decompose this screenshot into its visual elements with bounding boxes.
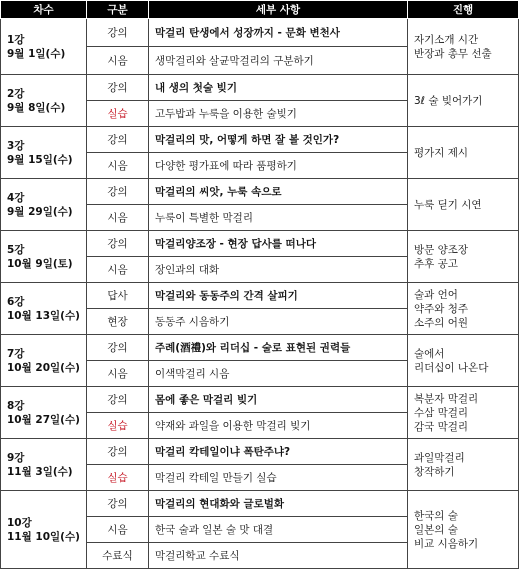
kind-cell: 실습 [87, 465, 149, 491]
table-row [1, 179, 519, 205]
kind-cell: 실습 [87, 101, 149, 127]
progress-line: 창작하기 [414, 465, 455, 478]
progress-line: 복분자 막걸리 [414, 392, 479, 405]
progress-line: 3ℓ 술 빚어가기 [414, 94, 483, 107]
round-cell [1, 335, 87, 387]
progress-cell [408, 335, 519, 387]
round-date: 10월 9일(토) [7, 257, 73, 270]
round-date: 9월 29일(수) [7, 205, 73, 218]
kind-cell: 현장 [87, 309, 149, 335]
progress-cell [408, 75, 519, 127]
progress-cell [408, 491, 519, 569]
round-date: 10월 27일(수) [7, 413, 80, 426]
kind-cell: 수료식 [87, 543, 149, 569]
progress-line: 수삼 막걸리 [414, 406, 469, 419]
kind-cell: 시음 [87, 47, 149, 75]
kind-cell: 시음 [87, 205, 149, 231]
table-row [1, 387, 519, 413]
round-date: 9월 8일(수) [7, 101, 66, 114]
progress-cell [408, 231, 519, 283]
round-date: 9월 15일(수) [7, 153, 73, 166]
kind-cell: 강의 [87, 387, 149, 413]
round-number: 2강 [7, 87, 25, 100]
kind-cell: 강의 [87, 127, 149, 153]
topic-cell: 한국 술과 일본 술 맛 대결 [149, 517, 408, 543]
topic-cell: 막걸리 칵테일이냐 폭탄주냐? [149, 439, 408, 465]
progress-cell [408, 179, 519, 231]
topic-cell: 고두밥과 누룩을 이용한 술빚기 [149, 101, 408, 127]
header-round: 차수 [1, 1, 87, 19]
round-number: 1강 [7, 33, 25, 46]
topic-cell: 다양한 평가표에 따라 품평하기 [149, 153, 408, 179]
topic-cell: 생막걸리와 살균막걸리의 구분하기 [149, 47, 408, 75]
topic-cell: 막걸리의 맛, 어떻게 하면 잘 볼 것인가? [149, 127, 408, 153]
progress-line: 평가지 제시 [414, 146, 469, 159]
kind-cell: 강의 [87, 491, 149, 517]
schedule-body [1, 19, 519, 569]
table-row [1, 439, 519, 465]
progress-line: 추후 공고 [414, 257, 458, 270]
progress-line: 감국 막걸리 [414, 420, 469, 433]
table-row [1, 19, 519, 47]
header-kind: 구분 [87, 1, 149, 19]
progress-cell [408, 283, 519, 335]
table-row [1, 491, 519, 517]
progress-cell [408, 387, 519, 439]
progress-line: 누룩 딛기 시연 [414, 198, 482, 211]
progress-cell [408, 127, 519, 179]
progress-line: 술과 언어 [414, 288, 458, 301]
round-number: 7강 [7, 347, 25, 360]
kind-cell: 강의 [87, 179, 149, 205]
kind-cell: 시음 [87, 517, 149, 543]
round-date: 9월 1일(수) [7, 47, 66, 60]
round-date: 10월 20일(수) [7, 361, 80, 374]
round-date: 11월 3일(수) [7, 465, 73, 478]
table-row [1, 75, 519, 101]
topic-cell: 막걸리 탄생에서 성장까지 - 문화 변천사 [149, 19, 408, 47]
kind-cell: 실습 [87, 413, 149, 439]
topic-cell: 내 생의 첫술 빚기 [149, 75, 408, 101]
round-date: 10월 13일(수) [7, 309, 80, 322]
progress-line: 과일막걸리 [414, 451, 465, 464]
progress-cell [408, 19, 519, 75]
kind-cell: 강의 [87, 75, 149, 101]
table-row [1, 127, 519, 153]
kind-cell: 강의 [87, 19, 149, 47]
topic-cell: 몸에 좋은 막걸리 빚기 [149, 387, 408, 413]
kind-cell: 강의 [87, 439, 149, 465]
table-row [1, 335, 519, 361]
round-cell [1, 491, 87, 569]
progress-line: 일본의 술 [414, 523, 458, 536]
kind-cell: 시음 [87, 153, 149, 179]
progress-line: 약주와 청주 [414, 302, 469, 315]
round-number: 5강 [7, 243, 25, 256]
progress-line: 비교 시음하기 [414, 537, 479, 550]
progress-line: 반장과 총무 선출 [414, 47, 492, 60]
round-cell [1, 127, 87, 179]
header-progress: 진행 [408, 1, 519, 19]
header-detail: 세부 사항 [149, 1, 408, 19]
round-number: 3강 [7, 139, 25, 152]
progress-line: 소주의 어원 [414, 316, 469, 329]
topic-cell: 막걸리와 동동주의 간격 살피기 [149, 283, 408, 309]
progress-line: 리더십이 나온다 [414, 361, 489, 374]
header-row [1, 1, 519, 19]
round-cell [1, 283, 87, 335]
topic-cell: 동동주 시음하기 [149, 309, 408, 335]
topic-cell: 막걸리양조장 - 현장 답사를 떠나다 [149, 231, 408, 257]
round-cell [1, 19, 87, 75]
kind-cell: 시음 [87, 257, 149, 283]
topic-cell: 장인과의 대화 [149, 257, 408, 283]
progress-line: 술에서 [414, 347, 445, 360]
topic-cell: 막걸리의 현대화와 글로벌화 [149, 491, 408, 517]
round-number: 6강 [7, 295, 25, 308]
kind-cell: 강의 [87, 335, 149, 361]
kind-cell: 답사 [87, 283, 149, 309]
round-cell [1, 387, 87, 439]
topic-cell: 막걸리학교 수료식 [149, 543, 408, 569]
round-number: 10강 [7, 516, 32, 529]
topic-cell: 이색막걸리 시음 [149, 361, 408, 387]
progress-cell [408, 439, 519, 491]
table-row [1, 231, 519, 257]
kind-cell: 시음 [87, 361, 149, 387]
progress-line: 자기소개 시간 [414, 33, 479, 46]
round-number: 4강 [7, 191, 25, 204]
topic-cell: 막걸리 칵테일 만들기 실습 [149, 465, 408, 491]
topic-cell: 막걸리의 씨앗, 누룩 속으로 [149, 179, 408, 205]
kind-cell: 강의 [87, 231, 149, 257]
round-cell [1, 75, 87, 127]
round-cell [1, 179, 87, 231]
round-number: 8강 [7, 399, 25, 412]
round-date: 11월 10일(수) [7, 530, 80, 543]
round-cell [1, 231, 87, 283]
progress-line: 한국의 술 [414, 509, 458, 522]
progress-line: 방문 양조장 [414, 243, 469, 256]
round-cell [1, 439, 87, 491]
table-row [1, 283, 519, 309]
topic-cell: 주례(酒禮)와 리더십 - 술로 표현된 권력들 [149, 335, 408, 361]
topic-cell: 누룩이 특별한 막걸리 [149, 205, 408, 231]
round-number: 9강 [7, 451, 25, 464]
topic-cell: 약재와 과일을 이용한 막걸리 빚기 [149, 413, 408, 439]
